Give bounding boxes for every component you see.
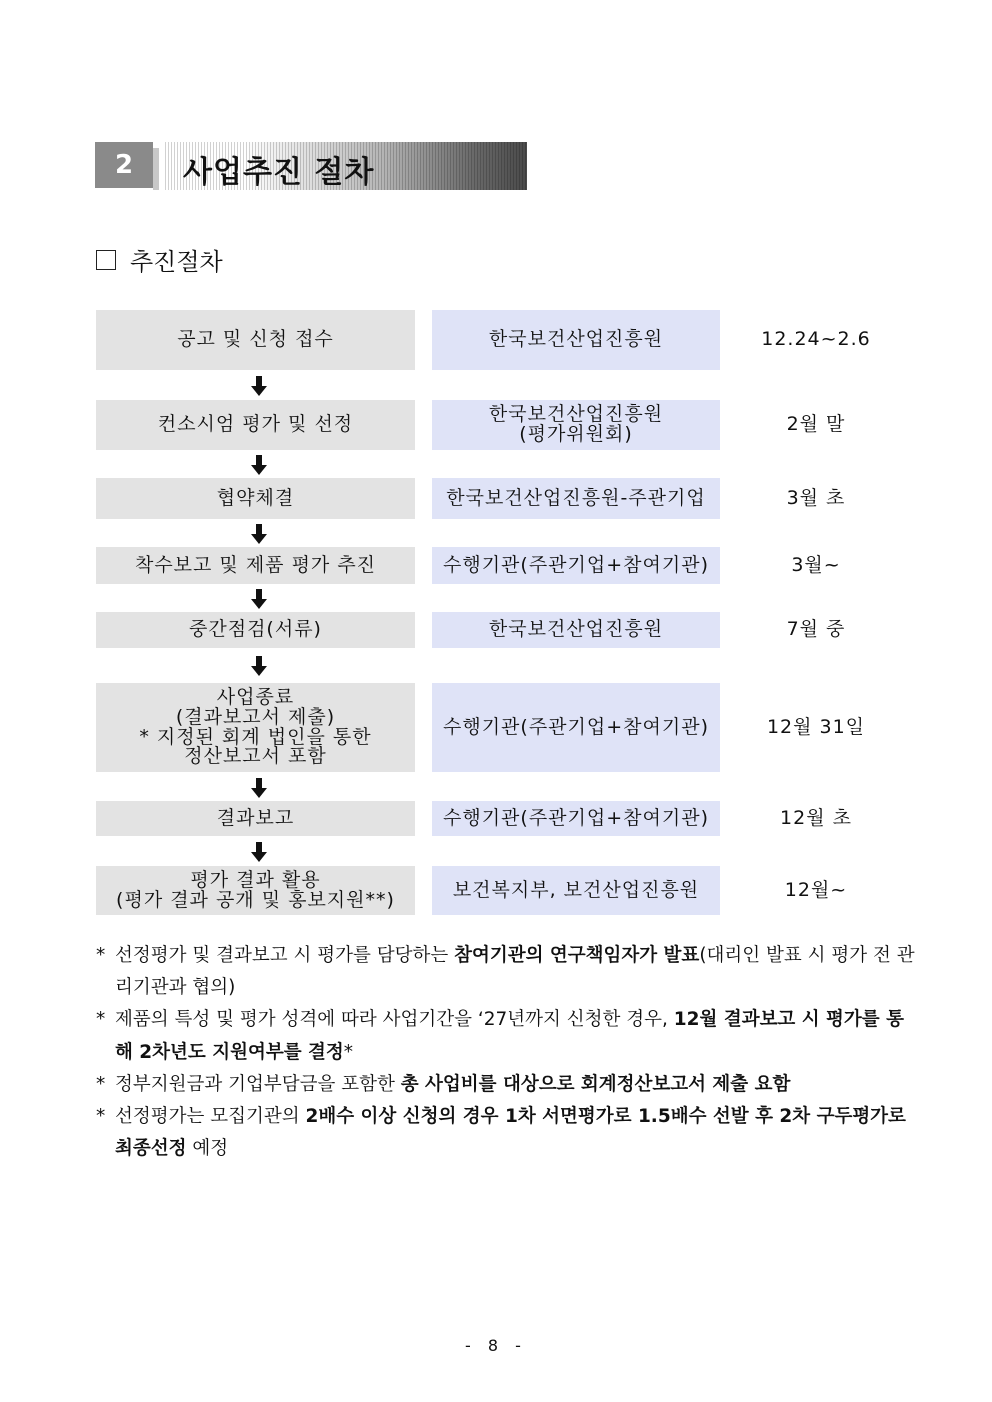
section-header: [95, 142, 527, 190]
org-cell: 한국보건산업진흥원: [432, 310, 720, 370]
note-bullet: *: [96, 1009, 106, 1031]
date-cell: 12월~: [784, 878, 848, 901]
org-line: 한국보건산업진흥원: [488, 403, 664, 426]
step-cell: 결과보고: [96, 801, 415, 836]
note-item: [96, 940, 916, 1004]
step-line: 사업종료: [216, 685, 295, 708]
step-cell: 공고 및 신청 접수: [96, 310, 415, 370]
down-arrow-icon: [251, 842, 261, 862]
org-cell: 한국보건산업진흥원-주관기업: [432, 478, 720, 519]
down-arrow-icon: [251, 778, 261, 798]
date-cell: 12.24~2.6: [761, 328, 871, 351]
process-row: [96, 310, 906, 370]
note-item: [96, 1069, 916, 1101]
org-cell: [432, 400, 720, 450]
down-arrow-icon: [251, 589, 261, 609]
note-bullet: *: [96, 945, 106, 966]
org-cell: 보건복지부, 보건산업진흥원: [432, 866, 720, 915]
step-cell: [96, 866, 415, 915]
step-line: (결과보고서 제출): [175, 705, 336, 728]
org-cell: 한국보건산업진흥원: [432, 612, 720, 648]
process-row: [96, 612, 906, 648]
org-cell: 수행기관(주관기업+참여기관): [432, 683, 720, 772]
date-cell: 2월 말: [786, 413, 846, 436]
process-row: [96, 801, 906, 836]
note-item: [96, 1004, 916, 1068]
section-title-bar: [165, 142, 527, 190]
date-cell: 3월 초: [786, 486, 846, 509]
note-text: 선정평가는 모집기관의 2배수 이상 신청의 경우 1차 서면평가로 1.5배수 선발 후 2차 구두평가로 최종선정 예정: [115, 1105, 906, 1160]
process-row: [96, 400, 906, 450]
step-line: 평가 결과 활용: [190, 868, 321, 891]
down-arrow-icon: [251, 376, 261, 396]
org-cell: 수행기관(주관기업+참여기관): [432, 801, 720, 836]
note-item: [96, 1101, 916, 1165]
down-arrow-icon: [251, 656, 261, 676]
org-cell: 수행기관(주관기업+참여기관): [432, 547, 720, 584]
step-line: * 지정된 회계 법인을 통한: [139, 725, 372, 748]
step-cell: 중간점검(서류): [96, 612, 415, 648]
date-cell: 12월 31일: [766, 715, 866, 738]
section-number: 2: [95, 142, 153, 188]
notes-list: [96, 940, 916, 1165]
note-bullet: *: [96, 1073, 106, 1095]
page-number: - 8 -: [465, 1336, 527, 1355]
process-row: [96, 478, 906, 519]
step-line: 정산보고서 포함: [184, 745, 327, 768]
process-row: [96, 683, 906, 772]
step-cell: 컨소시엄 평가 및 선정: [96, 400, 415, 450]
note-text: 정부지원금과 기업부담금을 포함한 총 사업비를 대상으로 회계정산보고서 제출 요함: [115, 1073, 791, 1095]
down-arrow-icon: [251, 455, 261, 475]
step-cell: 협약체결: [96, 478, 415, 519]
subheading: [96, 242, 223, 277]
section-number-shadow: [153, 148, 159, 190]
checkbox-icon: [96, 250, 116, 270]
down-arrow-icon: [251, 524, 261, 544]
process-row: [96, 547, 906, 584]
date-cell: 12월 초: [780, 806, 852, 829]
step-line: (평가 결과 공개 및 홍보지원**): [116, 888, 395, 911]
org-line: (평가위원회): [519, 423, 633, 445]
note-bullet: *: [96, 1105, 106, 1127]
note-text: 선정평가 및 결과보고 시 평가를 담당하는 참여기관의 연구책임자가 발표(대리인 발표 시 평가 전 관리기관과 협의): [115, 945, 915, 999]
date-cell: 3월~: [791, 553, 841, 576]
note-text: 제품의 특성 및 평가 성격에 따라 사업기간을 ‘27년까지 신청한 경우, 12월 결과보고 시 평가를 통해 2차년도 지원여부를 결정*: [115, 1009, 904, 1063]
step-cell: 착수보고 및 제품 평가 추진: [96, 547, 415, 584]
step-cell: [96, 683, 415, 772]
section-title: 사업추진 절차: [183, 155, 375, 190]
date-cell: 7월 중: [786, 618, 846, 641]
subheading-text: 추진절차: [130, 248, 223, 276]
process-row: [96, 866, 906, 915]
